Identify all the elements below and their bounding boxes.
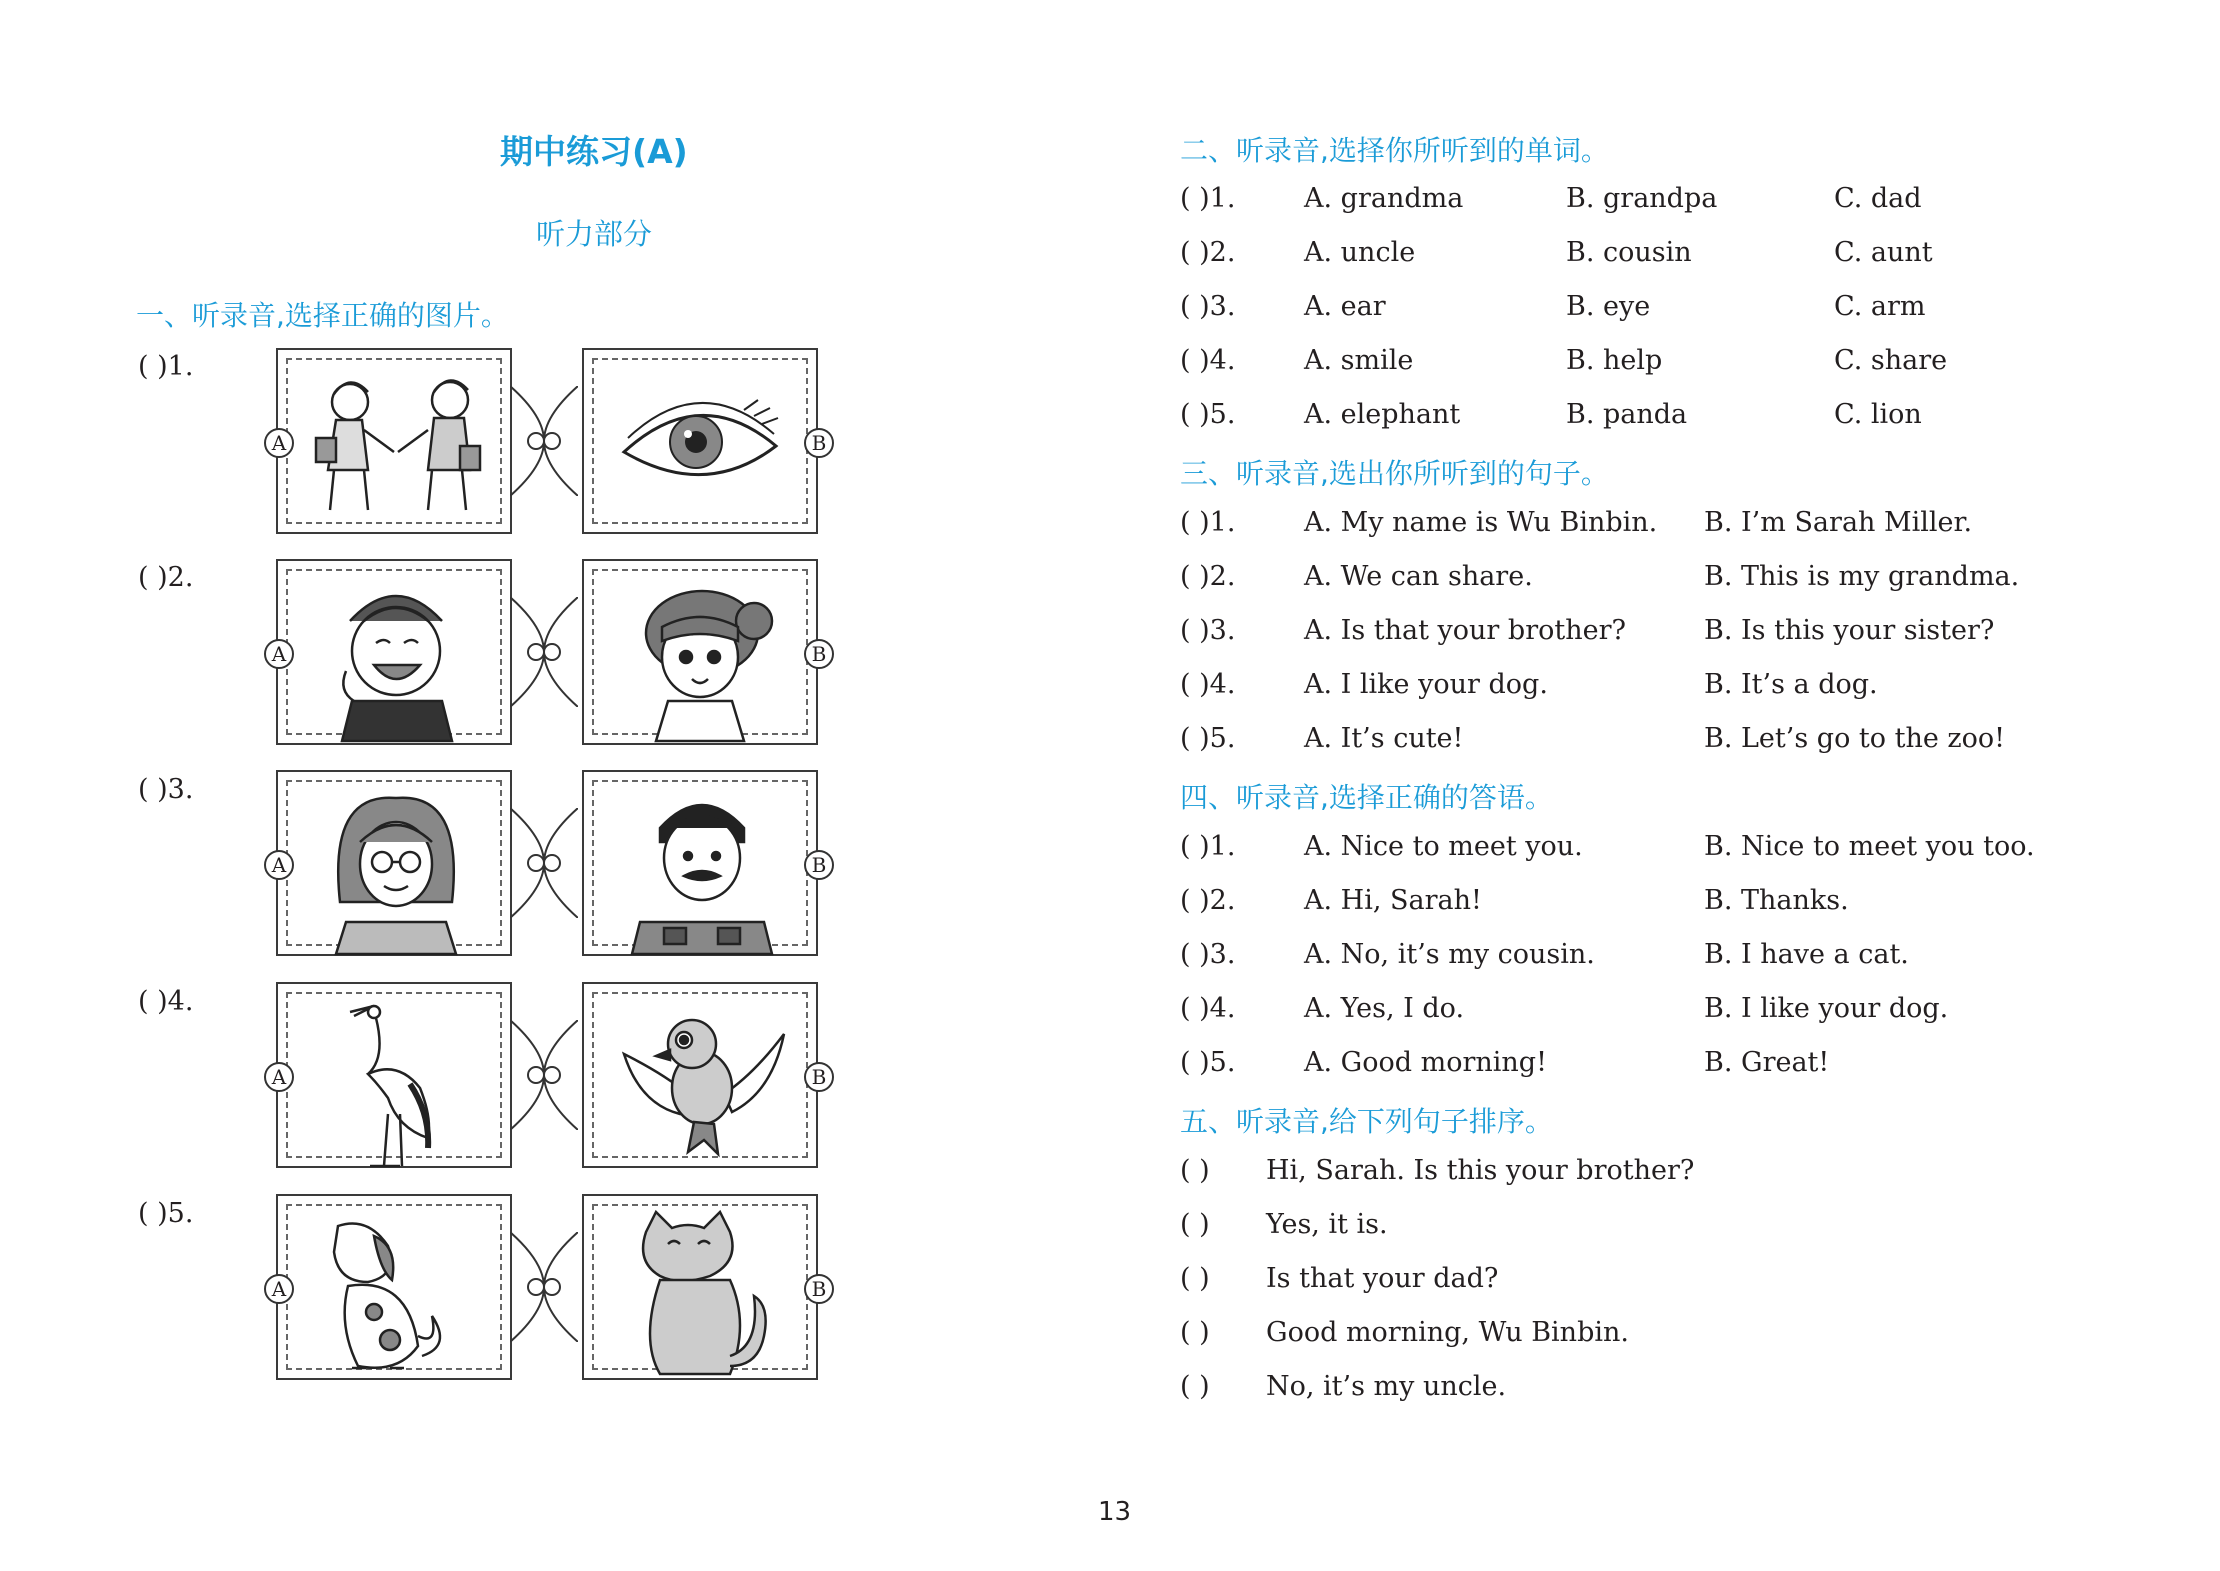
question-2-label: ( )2. — [138, 562, 194, 593]
answer-blank[interactable]: ( ) — [1180, 1155, 1210, 1186]
option-a[interactable]: A. No, it’s my cousin. — [1304, 939, 1595, 970]
option-b-badge: B — [804, 428, 834, 458]
link-ring-icon — [510, 597, 578, 707]
answer-blank[interactable]: ( )3. — [1180, 291, 1236, 322]
option-a[interactable]: A. Good morning! — [1304, 1047, 1547, 1078]
option-a[interactable]: A. ear — [1304, 291, 1386, 322]
option-a[interactable]: A. Nice to meet you. — [1304, 831, 1583, 862]
answer-blank[interactable]: ( )5. — [1180, 723, 1236, 754]
option-a-badge: A — [264, 639, 294, 669]
answer-blank[interactable]: ( )4. — [1180, 993, 1236, 1024]
sentence-text: Yes, it is. — [1266, 1209, 1388, 1240]
answer-blank[interactable]: ( ) — [1180, 1263, 1210, 1294]
answer-blank[interactable]: ( )5. — [1180, 399, 1236, 430]
link-ring-icon — [510, 1020, 578, 1130]
option-b[interactable]: B. Is this your sister? — [1704, 615, 1995, 646]
answer-blank[interactable]: ( ) — [1180, 1209, 1210, 1240]
dog-icon — [278, 1196, 514, 1382]
option-a[interactable]: A. It’s cute! — [1304, 723, 1464, 754]
option-c[interactable]: C. share — [1834, 345, 1948, 376]
option-b[interactable]: B. I have a cat. — [1704, 939, 1909, 970]
answer-blank[interactable]: ( ) — [1180, 1371, 1210, 1402]
option-a[interactable]: A. Hi, Sarah! — [1304, 885, 1482, 916]
answer-blank[interactable]: ( )2. — [1180, 885, 1236, 916]
option-c[interactable]: C. lion — [1834, 399, 1922, 430]
option-a-card[interactable] — [276, 348, 512, 534]
question-3-label: ( )3. — [138, 774, 194, 805]
sentence-text: No, it’s my uncle. — [1266, 1371, 1507, 1402]
answer-blank[interactable]: ( ) — [1180, 1317, 1210, 1348]
option-b[interactable]: B. Let’s go to the zoo! — [1704, 723, 2005, 754]
option-a-badge: A — [264, 1062, 294, 1092]
page-number: 13 — [1098, 1497, 1132, 1527]
option-b-badge: B — [804, 1274, 834, 1304]
link-ring-icon — [510, 1232, 578, 1342]
option-a-card[interactable] — [276, 770, 512, 956]
answer-blank[interactable]: ( )4. — [1180, 345, 1236, 376]
sentence-text: Is that your dad? — [1266, 1263, 1499, 1294]
option-c[interactable]: C. arm — [1834, 291, 1926, 322]
option-b-badge: B — [804, 1062, 834, 1092]
option-b-badge: B — [804, 639, 834, 669]
option-a[interactable]: A. We can share. — [1304, 561, 1533, 592]
sentence-text: Hi, Sarah. Is this your brother? — [1266, 1155, 1695, 1186]
option-c[interactable]: C. aunt — [1834, 237, 1933, 268]
option-b[interactable]: B. Great! — [1704, 1047, 1830, 1078]
option-b[interactable]: B. It’s a dog. — [1704, 669, 1878, 700]
answer-blank[interactable]: ( )1. — [1180, 507, 1236, 538]
option-a-badge: A — [264, 428, 294, 458]
page-subtitle: 听力部分 — [536, 217, 653, 251]
section-1-heading: 一、听录音,选择正确的图片。 — [136, 299, 509, 332]
boys-shaking-hands-icon — [278, 350, 514, 536]
section-5-heading: 五、听录音,给下列句子排序。 — [1180, 1105, 1553, 1138]
link-ring-icon — [510, 386, 578, 496]
man-mustache-icon — [584, 772, 820, 958]
option-b[interactable]: B. grandpa — [1566, 183, 1718, 214]
option-a-card[interactable] — [276, 982, 512, 1168]
option-a-badge: A — [264, 1274, 294, 1304]
link-ring-icon — [510, 808, 578, 918]
cat-icon — [584, 1196, 820, 1382]
woman-glasses-icon — [278, 772, 514, 958]
option-b[interactable]: B. eye — [1566, 291, 1651, 322]
section-4-heading: 四、听录音,选择正确的答语。 — [1180, 781, 1553, 814]
option-a[interactable]: A. I like your dog. — [1304, 669, 1548, 700]
option-b[interactable]: B. I’m Sarah Miller. — [1704, 507, 1973, 538]
option-b[interactable]: B. Nice to meet you too. — [1704, 831, 2035, 862]
option-a[interactable]: A. uncle — [1304, 237, 1416, 268]
laughing-boy-icon — [278, 561, 514, 747]
option-a[interactable]: A. My name is Wu Binbin. — [1304, 507, 1658, 538]
answer-blank[interactable]: ( )1. — [1180, 183, 1236, 214]
answer-blank[interactable]: ( )3. — [1180, 615, 1236, 646]
option-b[interactable]: B. help — [1566, 345, 1663, 376]
girl-pigtails-icon — [584, 561, 820, 747]
page-title: 期中练习(A) — [500, 132, 688, 171]
answer-blank[interactable]: ( )4. — [1180, 669, 1236, 700]
answer-blank[interactable]: ( )1. — [1180, 831, 1236, 862]
option-a[interactable]: A. elephant — [1304, 399, 1461, 430]
option-b[interactable]: B. This is my grandma. — [1704, 561, 2020, 592]
eye-icon — [584, 350, 820, 536]
section-2-heading: 二、听录音,选择你所听到的单词。 — [1180, 134, 1609, 167]
flying-bird-icon — [584, 984, 820, 1170]
question-4-label: ( )4. — [138, 986, 194, 1017]
option-a-card[interactable] — [276, 559, 512, 745]
option-a[interactable]: A. Yes, I do. — [1304, 993, 1465, 1024]
answer-blank[interactable]: ( )2. — [1180, 237, 1236, 268]
option-a-card[interactable] — [276, 1194, 512, 1380]
option-b-card[interactable] — [582, 770, 818, 956]
option-a-badge: A — [264, 850, 294, 880]
answer-blank[interactable]: ( )5. — [1180, 1047, 1236, 1078]
option-a[interactable]: A. grandma — [1304, 183, 1464, 214]
option-c[interactable]: C. dad — [1834, 183, 1922, 214]
question-1-label: ( )1. — [138, 351, 194, 382]
option-b-card[interactable] — [582, 348, 818, 534]
option-b[interactable]: B. cousin — [1566, 237, 1692, 268]
sentence-text: Good morning, Wu Binbin. — [1266, 1317, 1629, 1348]
option-a[interactable]: A. smile — [1304, 345, 1414, 376]
option-b[interactable]: B. I like your dog. — [1704, 993, 1949, 1024]
question-5-label: ( )5. — [138, 1198, 194, 1229]
option-b-badge: B — [804, 850, 834, 880]
section-3-heading: 三、听录音,选出你所听到的句子。 — [1180, 457, 1609, 490]
option-a[interactable]: A. Is that your brother? — [1304, 615, 1626, 646]
answer-blank[interactable]: ( )2. — [1180, 561, 1236, 592]
option-b-card[interactable] — [582, 982, 818, 1168]
crane-bird-icon — [278, 984, 514, 1170]
option-b[interactable]: B. Thanks. — [1704, 885, 1849, 916]
option-b-card[interactable] — [582, 559, 818, 745]
answer-blank[interactable]: ( )3. — [1180, 939, 1236, 970]
option-b-card[interactable] — [582, 1194, 818, 1380]
option-b[interactable]: B. panda — [1566, 399, 1688, 430]
